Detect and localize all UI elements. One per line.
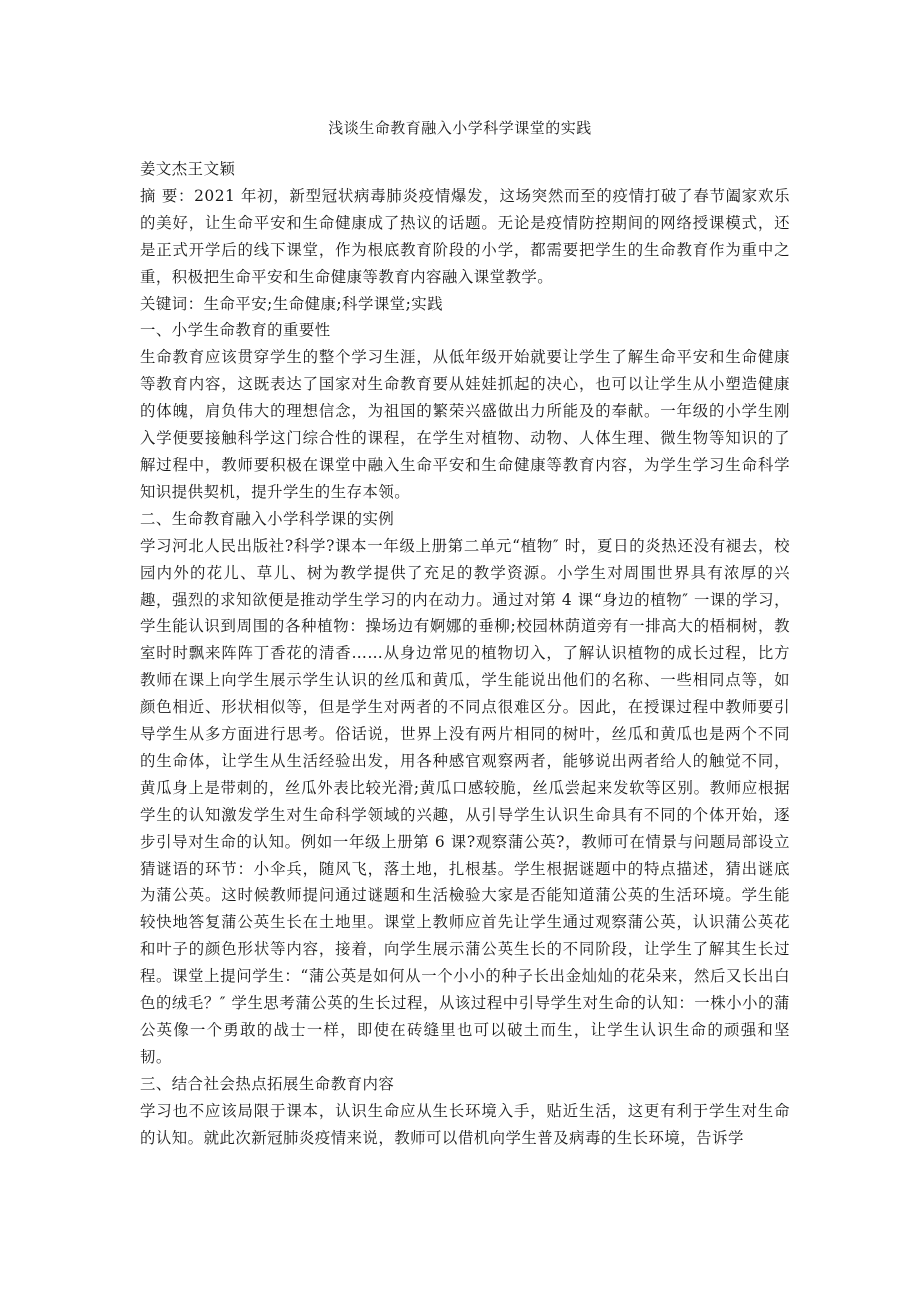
document-body bbox=[140, 156, 790, 1152]
section-3-paragraph: 学习也不应该局限于课本，认识生命应从生长环境入手，贴近生活，这更有利于学生对生命的认知。就此次新冠肺炎疫情来说，教师可以借机向学生普及病毒的生长环境，告诉学 bbox=[140, 1101, 790, 1147]
section-2-heading: 二、生命教育融入小学科学课的实例 bbox=[140, 509, 395, 528]
authors-line: 姜文杰王文颖 bbox=[140, 160, 236, 178]
keywords-line: 关键词：生命平安;生命健康;科学课堂;实践 bbox=[140, 294, 444, 313]
section-1-heading: 一、小学生命教育的重要性 bbox=[140, 321, 331, 340]
section-2-paragraph: 学习河北人民出版社?科学?课本一年级上册第二单元“植物″ 时，夏日的炎热还没有褪去，校园内外的花儿、草儿、树为教学提供了充足的教学资源。小学生对周围世界具有浓厚的兴趣，强烈的求知欲便是推动学生学习的内在动力。通过对第 4 课“身边的植物″ 一课的学习，学生能认识到周围的各种植物：操场边有婀娜的垂柳;校园林荫道旁有一排高大的梧桐树，教室时时飘来阵阵丁香花的清香……从身边常见的植物切入，了解认识植物的成长过程，比方教师在课上向学生展示学生认识的丝瓜和黄瓜，学生能说出他们的名称、一些相同点等，如颜色相近、形状相似等，但是学生对两者的不同点很难区分。因此，在授课过程中教师要引导学生从多方面进行思考。俗话说，世界上没有两片相同的树叶，丝瓜和黄瓜也是两个不同的生命体，让学生从生活经验出发，用各种感官观察两者，能够说出两者给人的触觉不同，黄瓜身上是带刺的，丝瓜外表比较光滑;黄瓜口感较脆，丝瓜尝起来发软等区别。教师应根据学生的认知激发学生对生命科学领域的兴趣，从引导学生认识生命具有不同的个体开始，逐步引导对生命的认知。例如一年级上册第 6 课?观察蒲公英?，教师可在情景与问题局部设立猜谜语的环节：小伞兵，随风飞，落土地，扎根基。学生根据谜题中的特点描述，猜出谜底为蒲公英。这时候教师提问通过谜题和生活檢验大家是否能知道蒲公英的生活环境。学生能较快地答复蒲公英生长在土地里。课堂上教师应首先让学生通过观察蒲公英，认识蒲公英花和叶子的颜色形状等内容，接着，向学生展示蒲公英生长的不同阶段，让学生了解其生长过程。课堂上提问学生：“蒲公英是如何从一个小小的种子长出金灿灿的花朵来，然后又长出白色的绒毛？″ 学生思考蒲公英的生长过程，从该过程中引导学生对生命的认知：一株小小的蒲公英像一个勇敢的战士一样，即使在砖缝里也可以破土而生，让学生认识生命的顽强和坚韧。 bbox=[140, 536, 790, 1066]
section-1-paragraph: 生命教育应该贯穿学生的整个学习生涯，从低年级开始就要让学生了解生命平安和生命健康等教育内容，这既表达了国家对生命教育要从娃娃抓起的决心，也可以让学生从小塑造健康的体魄，肩负伟大的理想信念，为祖国的繁荣兴盛做出力所能及的奉献。一年级的小学生刚入学便要接触科学这门综合性的课程，在学生对植物、动物、人体生理、微生物等知识的了解过程中，教师要积极在课堂中融入生命平安和生命健康等教育内容，为学生学习生命科学知识提供契机，提升学生的生存本领。 bbox=[140, 348, 790, 501]
section-3-heading: 三、结合社会热点拓展生命教育内容 bbox=[140, 1074, 395, 1093]
document-title: 浅谈生命教育融入小学科学课堂的实践 bbox=[328, 119, 592, 137]
abstract-paragraph: 摘 要：2021 年初，新型冠状病毒肺炎疫情爆发，这场突然而至的疫情打破了春节阖家欢乐的美好，让生命平安和生命健康成了热议的话题。无论是疫情防控期间的网络授课模式，还是正式开学后的线下课堂，作为根底教育阶段的小学，都需要把学生的生命教育作为重中之重，积极把生命平安和生命健康等教育内容融入课堂教学。 bbox=[140, 186, 790, 286]
